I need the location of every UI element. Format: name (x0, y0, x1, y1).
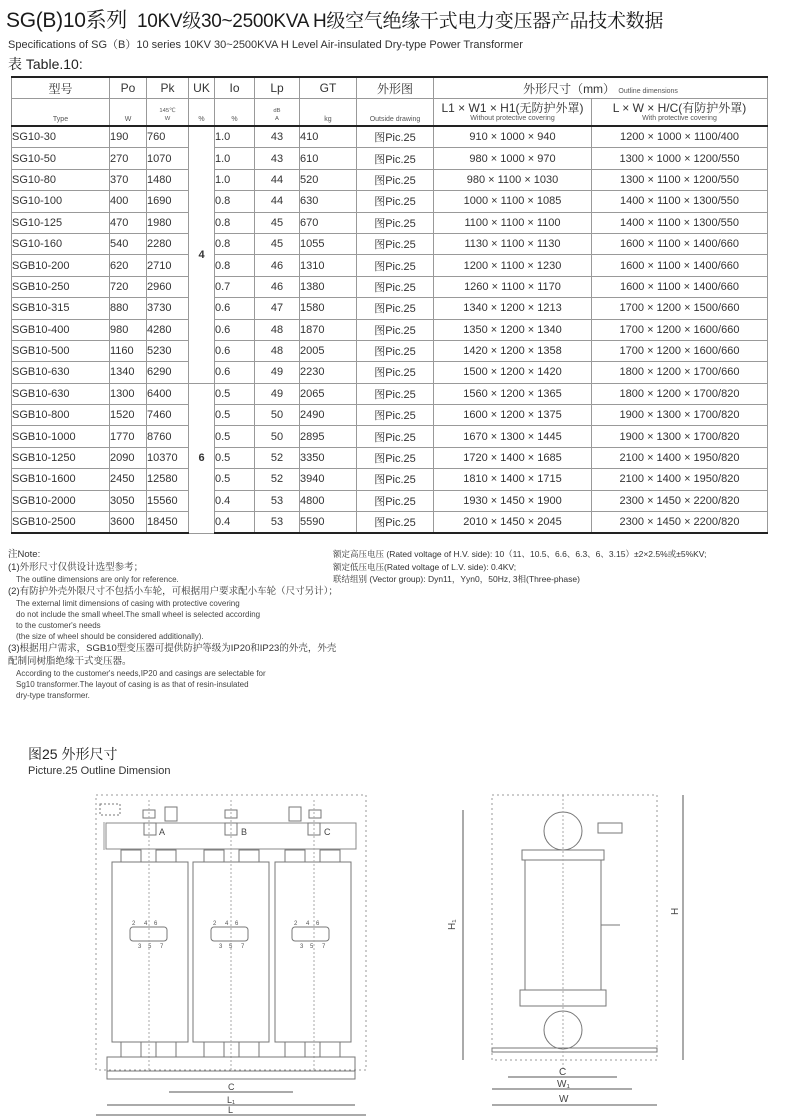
table-row (12, 233, 768, 254)
figure-subtitle: Picture.25 Outline Dimension (28, 765, 171, 777)
phase-c-label: C (324, 827, 331, 837)
cell-dim1: 980 × 1100 × 1030 (434, 169, 592, 190)
rated-hv: 额定高压电压 (Rated voltage of H.V. side): 10（11、10.5、6.6、6.3、6、3.15）±2×2.5%或±5%KV; (333, 549, 707, 559)
cell-po: 540 (110, 233, 147, 254)
dim-h-label: H (670, 907, 681, 915)
tap-label: 5 (148, 944, 152, 950)
cell-io: 0.7 (215, 276, 255, 297)
cell-pk: 10370 (147, 447, 189, 468)
table-row (12, 191, 768, 212)
cell-po: 720 (110, 276, 147, 297)
cell-pk: 2280 (147, 233, 189, 254)
cell-gt: 670 (300, 212, 357, 233)
cell-dim2: 1700 × 1200 × 1500/660 (592, 298, 768, 319)
cell-dim1: 1560 × 1200 × 1365 (434, 383, 592, 404)
cell-pk: 4280 (147, 319, 189, 340)
cell-dim2: 1900 × 1300 × 1700/820 (592, 405, 768, 426)
dim1-en: Without protective covering (470, 114, 555, 122)
note-cn: (2)有防护外壳外限尺寸不包括小车轮，可根据用户要求配小车轮（尺寸另计）； (8, 586, 338, 597)
side-dim-c-label: C (559, 1067, 567, 1078)
cell-pk: 1980 (147, 212, 189, 233)
cell-dim2: 1200 × 1000 × 1100/400 (592, 126, 768, 148)
header-pk: Pk (147, 77, 189, 99)
notes-list (8, 561, 338, 701)
cell-dim1: 1340 × 1200 × 1213 (434, 298, 592, 319)
outline-drawing (0, 790, 800, 1120)
cell-dim2: 1600 × 1100 × 1400/660 (592, 233, 768, 254)
cell-po: 400 (110, 191, 147, 212)
cell-dim1: 910 × 1000 × 940 (434, 126, 592, 148)
cell-drawing: 图Pic.25 (357, 233, 434, 254)
cell-gt: 630 (300, 191, 357, 212)
table-row (12, 212, 768, 233)
main-title: 10KV级30~2500KVA H级空气绝缘干式电力变压器产品技术数据 (137, 11, 664, 32)
table-row (12, 405, 768, 426)
tap-label: 3 (219, 944, 223, 950)
cell-dim1: 1130 × 1100 × 1130 (434, 233, 592, 254)
cell-po: 880 (110, 298, 147, 319)
cell-drawing: 图Pic.25 (357, 276, 434, 297)
cell-type: SG10-50 (12, 148, 110, 169)
figure-title: 图25 外形尺寸 (28, 746, 118, 762)
table-row (12, 255, 768, 276)
cell-dim1: 2010 × 1450 × 2045 (434, 512, 592, 534)
note-en: to the customer's needs (16, 621, 101, 630)
phase-b-label: B (241, 827, 248, 837)
cell-gt: 2895 (300, 426, 357, 447)
cell-lp: 48 (255, 319, 300, 340)
cell-gt: 520 (300, 169, 357, 190)
cell-drawing: 图Pic.25 (357, 319, 434, 340)
header-lp: Lp (255, 77, 300, 99)
cell-dim2: 1400 × 1100 × 1300/550 (592, 212, 768, 233)
cell-lp: 43 (255, 148, 300, 169)
series-title: SG(B)10系列 (6, 9, 127, 32)
cell-type: SGB10-200 (12, 255, 110, 276)
table-row (12, 126, 768, 148)
header-drawing: 外形图 (357, 77, 434, 99)
lp-unit-db: dB (273, 108, 281, 114)
cell-io: 0.5 (215, 426, 255, 447)
cell-drawing: 图Pic.25 (357, 383, 434, 404)
cell-po: 370 (110, 169, 147, 190)
cell-gt: 610 (300, 148, 357, 169)
side-base (492, 1048, 657, 1052)
cell-pk: 5230 (147, 340, 189, 361)
page-title (6, 4, 663, 34)
cell-po: 980 (110, 319, 147, 340)
header-io: Io (215, 77, 255, 99)
cell-pk: 2710 (147, 255, 189, 276)
pk-unit: W (164, 116, 171, 122)
table-row (12, 426, 768, 447)
cell-lp: 45 (255, 212, 300, 233)
cell-dim1: 1670 × 1300 × 1445 (434, 426, 592, 447)
cell-lp: 53 (255, 490, 300, 511)
cell-type: SGB10-315 (12, 298, 110, 319)
cell-po: 1300 (110, 383, 147, 404)
cell-pk: 7460 (147, 405, 189, 426)
cell-type: SGB10-250 (12, 276, 110, 297)
cell-gt: 2490 (300, 405, 357, 426)
header-io-unit: % (215, 99, 255, 127)
cell-gt: 1580 (300, 298, 357, 319)
tap-label: 3 (138, 944, 142, 950)
note-en: dry-type transformer. (16, 691, 90, 700)
dim-h1-label: H₁ (447, 919, 458, 930)
cell-lp: 50 (255, 426, 300, 447)
cell-lp: 50 (255, 405, 300, 426)
notes (8, 548, 338, 701)
table-row (12, 319, 768, 340)
cell-gt: 4800 (300, 490, 357, 511)
header-uk: UK (189, 77, 215, 99)
side-view (447, 795, 683, 1105)
cell-gt: 410 (300, 126, 357, 148)
cell-pk: 1690 (147, 191, 189, 212)
note-cn: (1)外形尺寸仅供设计选型参考； (8, 562, 144, 573)
header-gt-unit: kg (300, 99, 357, 127)
note-en: Sg10 transformer.The layout of casing is as that of resin-insulated (16, 680, 249, 689)
cell-dim2: 2100 × 1400 × 1950/820 (592, 469, 768, 490)
cell-dim1: 1260 × 1100 × 1170 (434, 276, 592, 297)
cell-po: 190 (110, 126, 147, 148)
header-drawing-en: Outside drawing (357, 99, 434, 127)
cell-io: 0.6 (215, 319, 255, 340)
table-row (12, 469, 768, 490)
cell-dim1: 1000 × 1100 × 1085 (434, 191, 592, 212)
cell-type: SGB10-630 (12, 383, 110, 404)
cell-io: 0.6 (215, 362, 255, 383)
cell-pk: 2960 (147, 276, 189, 297)
cell-lp: 43 (255, 126, 300, 148)
table-row (12, 148, 768, 169)
cell-dim2: 1300 × 1000 × 1200/550 (592, 148, 768, 169)
side-fitting (598, 823, 622, 833)
cell-io: 0.4 (215, 512, 255, 534)
dim1-cn: L1 × W1 × H1(无防护外罩) (441, 100, 584, 115)
header-dimensions (434, 77, 768, 99)
cell-lp: 46 (255, 276, 300, 297)
cell-gt: 1310 (300, 255, 357, 276)
cell-pk: 1070 (147, 148, 189, 169)
dim2-cn: L × W × H/C(有防护外罩) (612, 100, 747, 115)
cell-po: 1520 (110, 405, 147, 426)
table-row (12, 490, 768, 511)
phase-terminals (143, 807, 321, 835)
spec-table-body (12, 126, 768, 533)
note-en: The external limit dimensions of casing with protective covering (16, 599, 240, 608)
cell-type: SG10-80 (12, 169, 110, 190)
tap-panels (130, 927, 329, 941)
cell-dim1: 1350 × 1200 × 1340 (434, 319, 592, 340)
cell-dim2: 2100 × 1400 × 1950/820 (592, 447, 768, 468)
dim-w-label: W (559, 1094, 569, 1105)
table-row (12, 383, 768, 404)
side-envelope (492, 795, 657, 1060)
notes-heading: 注Note: (8, 549, 41, 560)
tap-label: 7 (160, 944, 164, 950)
cell-gt: 5590 (300, 512, 357, 534)
cell-uk: 4 (189, 126, 215, 383)
cell-type: SG10-100 (12, 191, 110, 212)
cell-drawing: 图Pic.25 (357, 362, 434, 383)
cell-po: 620 (110, 255, 147, 276)
cell-po: 1770 (110, 426, 147, 447)
cell-pk: 3730 (147, 298, 189, 319)
cell-drawing: 图Pic.25 (357, 212, 434, 233)
cell-gt: 2005 (300, 340, 357, 361)
cell-dim1: 1930 × 1450 × 1900 (434, 490, 592, 511)
cell-dim2: 1900 × 1300 × 1700/820 (592, 426, 768, 447)
pk-temp: 145℃ (159, 108, 176, 114)
cell-uk: 6 (189, 383, 215, 533)
cell-lp: 52 (255, 469, 300, 490)
cell-po: 1340 (110, 362, 147, 383)
cell-drawing: 图Pic.25 (357, 169, 434, 190)
cell-lp: 47 (255, 298, 300, 319)
cell-dim2: 2300 × 1450 × 2200/820 (592, 512, 768, 534)
cell-po: 2450 (110, 469, 147, 490)
cell-io: 1.0 (215, 148, 255, 169)
cell-po: 1160 (110, 340, 147, 361)
cell-io: 0.4 (215, 490, 255, 511)
cell-lp: 48 (255, 340, 300, 361)
cell-type: SGB10-500 (12, 340, 110, 361)
header-dims-en: Outline dimensions (618, 87, 678, 95)
cell-io: 0.5 (215, 469, 255, 490)
table-row (12, 169, 768, 190)
tap-labels (132, 921, 326, 950)
cell-io: 0.8 (215, 212, 255, 233)
rated-lv: 额定低压电压(Rated voltage of L.V. side): 0.4KV; (333, 561, 517, 572)
cell-lp: 49 (255, 362, 300, 383)
cell-drawing: 图Pic.25 (357, 298, 434, 319)
cell-drawing: 图Pic.25 (357, 426, 434, 447)
dim-c-label: C (228, 1082, 235, 1092)
cell-pk: 6290 (147, 362, 189, 383)
tap-label: 5 (229, 944, 233, 950)
tap-label: 4 (144, 921, 148, 927)
cell-type: SGB10-1600 (12, 469, 110, 490)
cell-type: SG10-125 (12, 212, 110, 233)
cell-po: 3050 (110, 490, 147, 511)
table-row (12, 447, 768, 468)
cell-gt: 1870 (300, 319, 357, 340)
cell-lp: 53 (255, 512, 300, 534)
note-en: According to the customer's needs,IP20 and casings are selectable for (16, 669, 266, 678)
cell-type: SG10-160 (12, 233, 110, 254)
cell-dim2: 1600 × 1100 × 1400/660 (592, 255, 768, 276)
cell-po: 470 (110, 212, 147, 233)
cell-drawing: 图Pic.25 (357, 340, 434, 361)
cell-type: SGB10-2000 (12, 490, 110, 511)
cell-dim1: 1720 × 1400 × 1685 (434, 447, 592, 468)
tap-label: 6 (154, 921, 158, 927)
english-subtitle: Specifications of SG（B）10 series 10KV 30~2500KVA H Level Air-insulated Dry-type Power Transformer (8, 39, 523, 51)
tap-label: 2 (213, 921, 217, 927)
cell-drawing: 图Pic.25 (357, 447, 434, 468)
header-pk-unit (147, 99, 189, 127)
cell-pk: 760 (147, 126, 189, 148)
cell-po: 3600 (110, 512, 147, 534)
cell-drawing: 图Pic.25 (357, 148, 434, 169)
cell-type: SGB10-1000 (12, 426, 110, 447)
cell-pk: 12580 (147, 469, 189, 490)
cell-dim2: 1400 × 1100 × 1300/550 (592, 191, 768, 212)
control-box (100, 804, 120, 815)
cell-io: 0.5 (215, 447, 255, 468)
tap-label: 6 (316, 921, 320, 927)
cell-lp: 44 (255, 169, 300, 190)
cell-io: 1.0 (215, 126, 255, 148)
note-en: The outline dimensions are only for reference. (16, 575, 179, 584)
rated-info (333, 548, 707, 586)
header-po-unit: W (110, 99, 147, 127)
cell-pk: 6400 (147, 383, 189, 404)
tap-label: 6 (235, 921, 239, 927)
cell-lp: 52 (255, 447, 300, 468)
cell-gt: 2065 (300, 383, 357, 404)
header-type-en: Type (12, 99, 110, 127)
table-row (12, 512, 768, 534)
table-row (12, 340, 768, 361)
cell-dim1: 980 × 1000 × 970 (434, 148, 592, 169)
table-row (12, 298, 768, 319)
dim2-en: With protective covering (642, 114, 717, 122)
table-row (12, 362, 768, 383)
cell-io: 1.0 (215, 169, 255, 190)
tap-label: 3 (300, 944, 304, 950)
tap-label: 4 (306, 921, 310, 927)
cell-drawing: 图Pic.25 (357, 191, 434, 212)
cell-type: SGB10-1250 (12, 447, 110, 468)
header-dim2 (592, 99, 768, 127)
phase-a-label: A (159, 827, 166, 837)
cell-pk: 18450 (147, 512, 189, 534)
tap-label: 7 (322, 944, 326, 950)
lp-unit-a: A (275, 116, 279, 122)
header-po: Po (110, 77, 147, 99)
cell-lp: 45 (255, 233, 300, 254)
cell-dim2: 1800 × 1200 × 1700/660 (592, 362, 768, 383)
spec-table (11, 76, 768, 534)
cell-drawing: 图Pic.25 (357, 405, 434, 426)
cell-drawing: 图Pic.25 (357, 255, 434, 276)
cell-drawing: 图Pic.25 (357, 126, 434, 148)
cell-type: SGB10-630 (12, 362, 110, 383)
dim-l1-label: L₁ (227, 1095, 236, 1105)
cell-dim1: 1100 × 1100 × 1100 (434, 212, 592, 233)
tap-label: 7 (241, 944, 245, 950)
cell-dim2: 1800 × 1200 × 1700/820 (592, 383, 768, 404)
cell-dim2: 1600 × 1100 × 1400/660 (592, 276, 768, 297)
table-label: 表 Table.10: (8, 56, 83, 72)
cell-po: 270 (110, 148, 147, 169)
cell-pk: 8760 (147, 426, 189, 447)
cell-io: 0.6 (215, 340, 255, 361)
front-view (96, 795, 366, 1115)
cell-dim1: 1420 × 1200 × 1358 (434, 340, 592, 361)
cell-pk: 15560 (147, 490, 189, 511)
cell-type: SG10-30 (12, 126, 110, 148)
cell-dim2: 1300 × 1100 × 1200/550 (592, 169, 768, 190)
cell-type: SGB10-800 (12, 405, 110, 426)
note-en: (the size of wheel should be considered additionally). (16, 632, 204, 641)
cell-io: 0.8 (215, 255, 255, 276)
cell-type: SGB10-2500 (12, 512, 110, 534)
tap-label: 4 (225, 921, 229, 927)
cell-lp: 46 (255, 255, 300, 276)
tap-label: 5 (310, 944, 314, 950)
note-en: do not include the small wheel.The small wheel is selected according (16, 610, 261, 619)
cell-dim1: 1500 × 1200 × 1420 (434, 362, 592, 383)
header-uk-unit: % (189, 99, 215, 127)
cell-dim2: 2300 × 1450 × 2200/820 (592, 490, 768, 511)
cell-pk: 1480 (147, 169, 189, 190)
cell-gt: 3350 (300, 447, 357, 468)
cell-gt: 1055 (300, 233, 357, 254)
cell-dim2: 1700 × 1200 × 1600/660 (592, 340, 768, 361)
table-row (12, 276, 768, 297)
header-type: 型号 (12, 77, 110, 99)
cell-io: 0.8 (215, 233, 255, 254)
cell-drawing: 图Pic.25 (357, 490, 434, 511)
tap-label: 2 (132, 921, 136, 927)
cell-io: 0.5 (215, 383, 255, 404)
cell-lp: 44 (255, 191, 300, 212)
cell-dim1: 1200 × 1100 × 1230 (434, 255, 592, 276)
cell-io: 0.6 (215, 298, 255, 319)
cell-dim1: 1600 × 1200 × 1375 (434, 405, 592, 426)
header-dims-cn: 外形尺寸（mm） (523, 81, 616, 96)
header-gt: GT (300, 77, 357, 99)
side-dimensions (463, 795, 683, 1105)
vector-group: 联结组别 (Vector group): Dyn11，Yyn0，50Hz, 3相(Three-phase) (333, 574, 580, 584)
cell-gt: 2230 (300, 362, 357, 383)
cell-dim1: 1810 × 1400 × 1715 (434, 469, 592, 490)
cell-io: 0.5 (215, 405, 255, 426)
cell-gt: 3940 (300, 469, 357, 490)
dim-l-label: L (228, 1105, 234, 1115)
cell-gt: 1380 (300, 276, 357, 297)
cell-dim2: 1700 × 1200 × 1600/660 (592, 319, 768, 340)
cell-lp: 49 (255, 383, 300, 404)
header-lp-unit (255, 99, 300, 127)
dim-w1-label: W₁ (557, 1079, 570, 1090)
cell-io: 0.8 (215, 191, 255, 212)
cell-po: 2090 (110, 447, 147, 468)
cell-drawing: 图Pic.25 (357, 469, 434, 490)
note-cn: (3)根据用户需求，SGB10型变压器可提供防护等级为IP20和IP23的外壳，外壳配制同树脂绝缘干式变压器。 (8, 643, 337, 667)
cell-drawing: 图Pic.25 (357, 512, 434, 534)
header-dim1 (434, 99, 592, 127)
tap-label: 2 (294, 921, 298, 927)
cell-type: SGB10-400 (12, 319, 110, 340)
